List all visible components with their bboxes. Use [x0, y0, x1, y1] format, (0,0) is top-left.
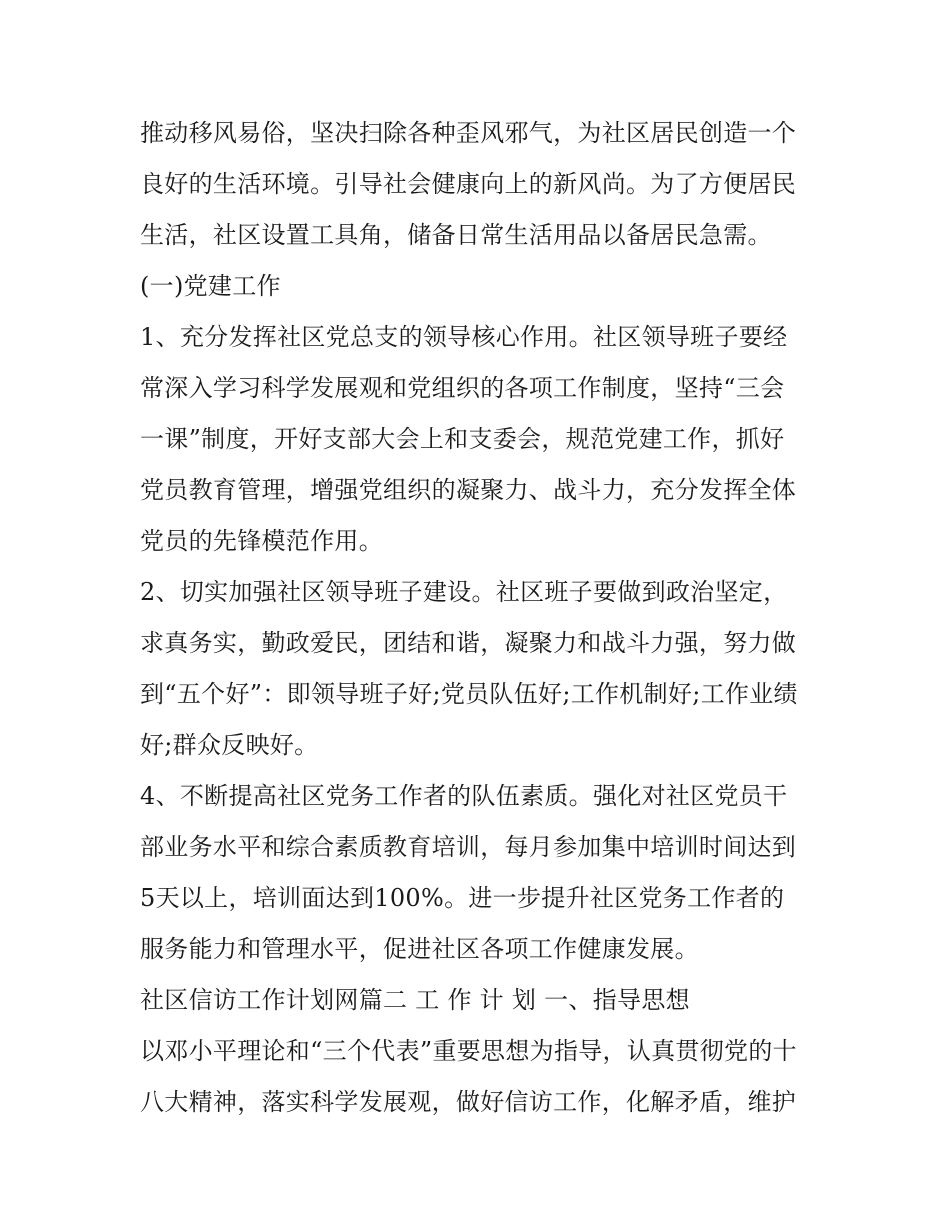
text-line: 4、不断提高社区党务工作者的队伍素质。强化对社区党员干	[140, 782, 788, 810]
text-line: 到“五个好”：即领导班子好;党员队伍好;工作机制好;工作业绩	[140, 680, 798, 708]
text-line: 好;群众反映好。	[140, 731, 319, 759]
text-line: 党员教育管理，增强党组织的凝聚力、战斗力，充分发挥全体	[140, 476, 797, 504]
text-line: 部业务水平和综合素质教育培训，每月参加集中培训时间达到	[140, 833, 797, 861]
section-heading: (一)党建工作	[140, 272, 281, 300]
text-line: 求真务实，勤政爱民，团结和谐，凝聚力和战斗力强，努力做	[140, 629, 797, 657]
text-line: 党员的先锋模范作用。	[140, 527, 383, 555]
text-line: 2、切实加强社区领导班子建设。社区班子要做到政治坚定，	[140, 578, 788, 606]
text-line: 一课”制度，开好支部大会上和支委会，规范党建工作，抓好	[140, 425, 785, 453]
text-line: 良好的生活环境。引导社会健康向上的新风尚。为了方便居民	[140, 170, 797, 198]
text-line: 1、充分发挥社区党总支的领导核心作用。社区领导班子要经	[140, 323, 788, 351]
document-body	[140, 108, 820, 1128]
section-heading: 社区信访工作计划网篇二 工 作 计 划 一、指导思想	[140, 986, 690, 1014]
text-line: 常深入学习科学发展观和党组织的各项工作制度，坚持“三会	[140, 374, 785, 402]
text-line: 推动移风易俗，坚决扫除各种歪风邪气，为社区居民创造一个	[140, 119, 797, 147]
text-line: 5天以上，培训面达到100%。进一步提升社区党务工作者的	[140, 884, 785, 912]
text-line: 八大精神，落实科学发展观，做好信访工作，化解矛盾，维护	[140, 1088, 797, 1116]
text-line: 生活，社区设置工具角，储备日常生活用品以备居民急需。	[140, 221, 772, 249]
text-line: 以邓小平理论和“三个代表”重要思想为指导，认真贯彻党的十	[140, 1037, 797, 1065]
text-line: 服务能力和管理水平，促进社区各项工作健康发展。	[140, 935, 699, 963]
